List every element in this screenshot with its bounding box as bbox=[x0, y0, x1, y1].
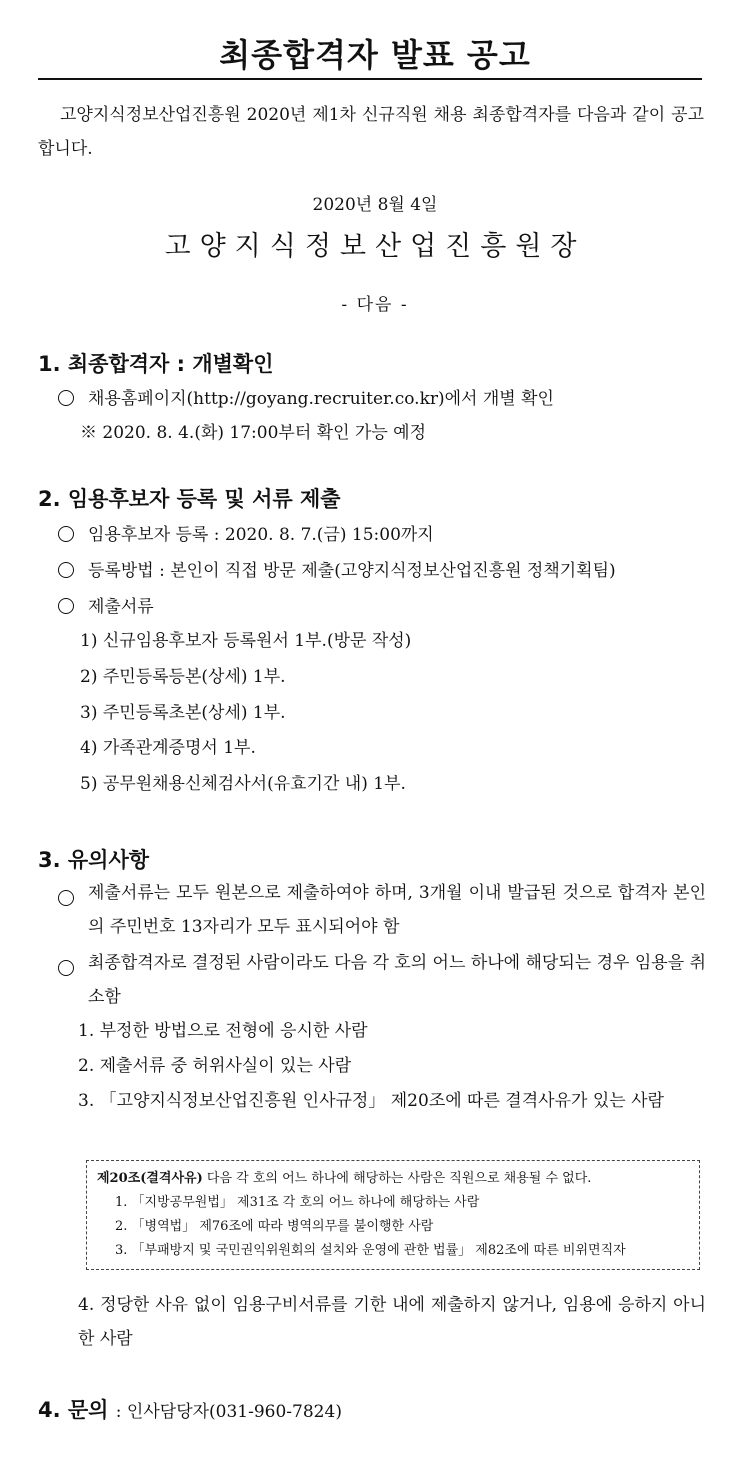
circle-bullet-icon bbox=[58, 562, 74, 578]
announcement-date: 2020년 8월 4일 bbox=[312, 195, 438, 215]
circle-bullet-icon bbox=[58, 526, 74, 542]
section-2-bullet: 임용후보자 등록 : 2020. 8. 7.(금) 15:00까지 bbox=[58, 518, 434, 552]
section-1-heading: 1. 최종합격자 : 개별확인 bbox=[38, 352, 274, 376]
regulation-item: 2. 「병역법」 제76조에 따라 병역의무를 불이행한 사람 bbox=[115, 1219, 434, 1234]
section-1-bullet: 채용홈페이지(http://goyang.recruiter.co.kr)에서 개별 확인 bbox=[58, 382, 554, 416]
document-list-item: 4) 가족관계증명서 1부. bbox=[80, 738, 256, 758]
title-divider bbox=[38, 78, 702, 80]
disqualification-item: 3. 「고양지식정보산업진흥원 인사규정」 제20조에 따른 결격사유가 있는 사람 bbox=[78, 1091, 664, 1111]
issuer-name: 고양지식정보산업진흥원장 bbox=[164, 231, 586, 262]
document-list-item: 1) 신규임용후보자 등록원서 1부.(방문 작성) bbox=[80, 631, 412, 651]
document-list-item: 3) 주민등록초본(상세) 1부. bbox=[80, 703, 286, 723]
document-list-item: 2) 주민등록등본(상세) 1부. bbox=[80, 667, 286, 687]
circle-bullet-icon bbox=[58, 890, 74, 906]
section-1-note: ※ 2020. 8. 4.(화) 17:00부터 확인 가능 예정 bbox=[80, 423, 426, 443]
circle-bullet-icon bbox=[58, 960, 74, 976]
section-3-bullet: 최종합격자로 결정된 사람이라도 다음 각 호의 어느 하나에 해당되는 경우 임용을 취소함 bbox=[88, 953, 706, 1007]
circle-bullet-icon bbox=[58, 390, 74, 406]
regulation-item: 3. 「부패방지 및 국민권익위원회의 설치와 운영에 관한 법률」 제82조에 따른 비위면직자 bbox=[115, 1243, 626, 1258]
document-list-item: 5) 공무원채용신체검사서(유효기간 내) 1부. bbox=[80, 774, 406, 794]
next-label: - 다음 - bbox=[341, 295, 409, 315]
section-4-heading: 4. 문의 : 인사담당자(031-960-7824) bbox=[38, 1398, 342, 1422]
regulation-header: 제20조(결격사유) 다음 각 호의 어느 하나에 해당하는 사람은 직원으로 채용될 수 없다. bbox=[97, 1171, 592, 1186]
disqualification-item: 1. 부정한 방법으로 전형에 응시한 사람 bbox=[78, 1021, 368, 1041]
section-2-bullet: 등록방법 : 본인이 직접 방문 제출(고양지식정보산업진흥원 정책기획팀) bbox=[58, 554, 616, 588]
intro-paragraph: 고양지식정보산업진흥원 2020년 제1차 신규직원 채용 최종합격자를 다음과 같이 공고합니다. bbox=[38, 105, 704, 159]
disqualification-item: 2. 제출서류 중 허위사실이 있는 사람 bbox=[78, 1056, 352, 1076]
regulation-box bbox=[86, 1160, 700, 1270]
regulation-item: 1. 「지방공무원법」 제31조 각 호의 어느 하나에 해당하는 사람 bbox=[115, 1195, 480, 1210]
section-2-bullet: 제출서류 bbox=[58, 590, 154, 624]
page-title: 최종합격자 발표 공고 bbox=[219, 36, 531, 74]
circle-bullet-icon bbox=[58, 598, 74, 614]
section-2-heading: 2. 임용후보자 등록 및 서류 제출 bbox=[38, 487, 341, 511]
disqualification-item: 4. 정당한 사유 없이 임용구비서류를 기한 내에 제출하지 않거나, 임용에 응하지 아니한 사람 bbox=[78, 1295, 706, 1349]
section-3-heading: 3. 유의사항 bbox=[38, 848, 150, 872]
contact-info: : 인사담당자(031-960-7824) bbox=[115, 1402, 342, 1422]
section-3-bullet: 제출서류는 모두 원본으로 제출하여야 하며, 3개월 이내 발급된 것으로 합격자 본인의 주민번호 13자리가 모두 표시되어야 함 bbox=[88, 883, 706, 937]
